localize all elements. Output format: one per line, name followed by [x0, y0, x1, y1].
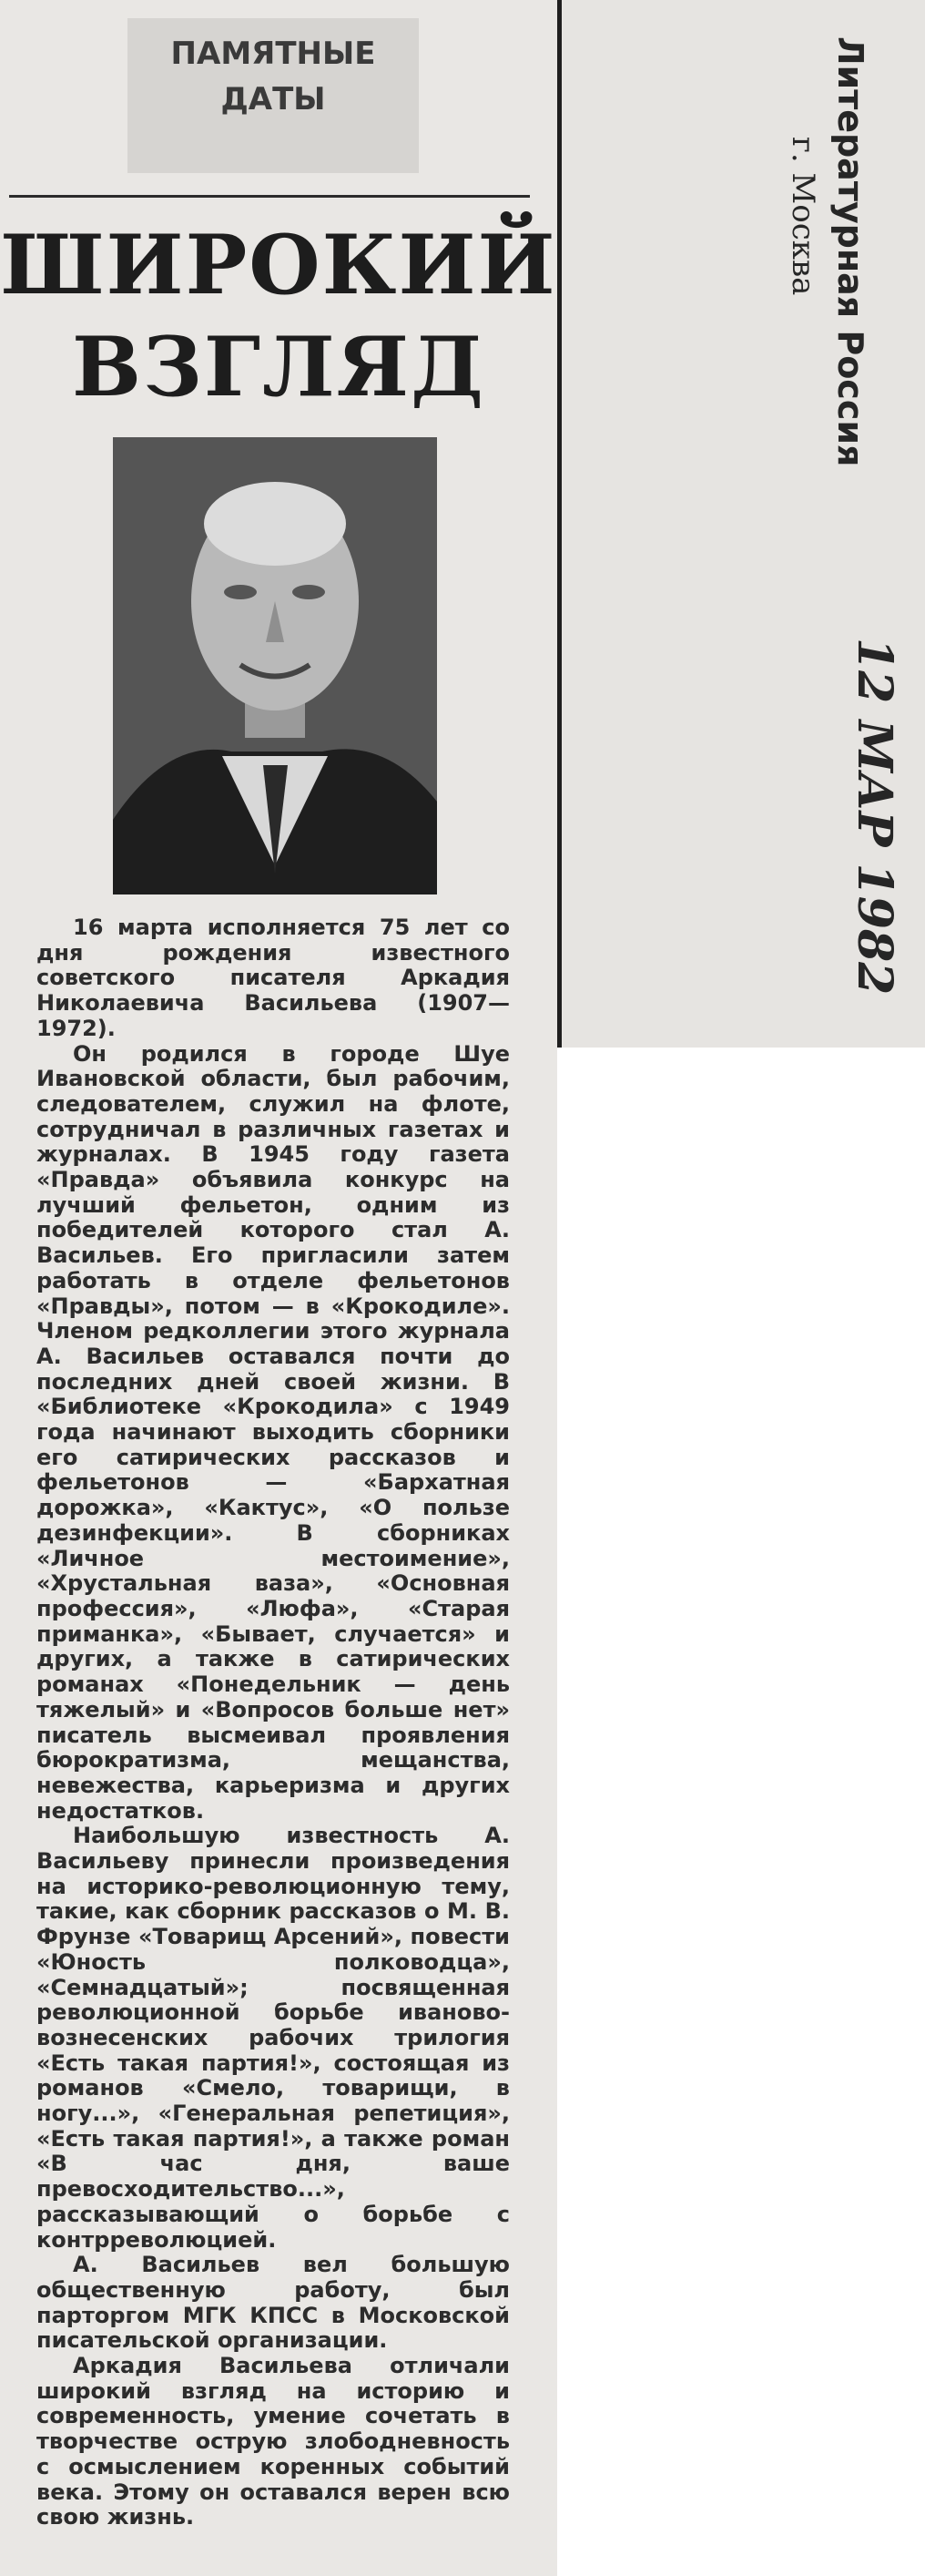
- rubric-line-1: ПАМЯТНЫЕ: [170, 36, 376, 72]
- headline-line-1: ШИРОКИЙ: [0, 217, 557, 313]
- divider-rule: [9, 195, 530, 198]
- article-paragraph: Наибольшую известность А. Васильеву принесли произведения на историко-революционную тему, такие, как сборник рассказов о М. В. Фрунзе «Товарищ Арсений», повести «Юность полководца», «Семнадцатый»; посвященная революционной борьбе иваново-вознесенских рабочих трилогия «Есть такая партия!», состоящая из романов «Смело, товарищи, в ногу...», «Генеральная репетиция», «Есть такая партия!», а также роман «В час дня, ваше превосходительство...», рассказывающий о борьбе с контрреволюцией.: [36, 1823, 510, 2253]
- rubric-line-2: ДАТЫ: [220, 81, 326, 118]
- article-paragraph: 16 марта исполняется 75 лет со дня рождения известного советского писателя Аркадия Николаевича Васильева (1907—1972).: [36, 915, 510, 1041]
- headline-line-2: ВЗГЛЯД: [71, 319, 486, 415]
- rubric-label: [127, 31, 419, 122]
- source-date-stamp: 12 МАР 1982: [847, 638, 902, 996]
- article-body: [36, 915, 510, 2530]
- article-paragraph: Аркадия Васильева отличали широкий взгляд на историю и современность, умение сочетать в творчестве острую злободневность с осмыслением коренных событий века. Этому он оставался верен всю свою жизнь.: [36, 2353, 510, 2530]
- article-paragraph: А. Васильев вел большую общественную работу, был парторгом МГК КПСС в Московской писательской организации.: [36, 2252, 510, 2354]
- rubric-box: [127, 18, 419, 173]
- portrait-photo: [113, 437, 437, 894]
- source-city: г. Москва: [785, 137, 821, 296]
- source-newspaper: Литературная Россия: [830, 36, 870, 467]
- headline: [0, 214, 557, 418]
- article-paragraph: Он родился в городе Шуе Ивановской области, был рабочим, следователем, служил на флоте, сотрудничал в различных газетах и журналах. В 1945 году газета «Правда» объявила конкурс на лучший фельетон, одним из победителей которого стал А. Васильев. Его пригласили затем работать в отделе фельетонов «Правды», потом — в «Крокодиле». Членом редколлегии этого журнала А. Васильев оставался почти до последних дней своей жизни. В «Библиотеке «Крокодила» с 1949 года начинают выходить сборники его сатирических рассказов и фельетонов — «Бархатная дорожка», «Кактус», «О пользе дезинфекции». В сборниках «Личное местоимение», «Хрустальная ваза», «Основная профессия», «Люфа», «Старая приманка», «Бывает, случается» и других, а также в сатирических романах «Понедельник — день тяжелый» и «Вопросов больше нет» писатель высмеивал проявления бюрократизма, мещанства, невежества, карьеризма и других недостатков.: [36, 1040, 510, 1824]
